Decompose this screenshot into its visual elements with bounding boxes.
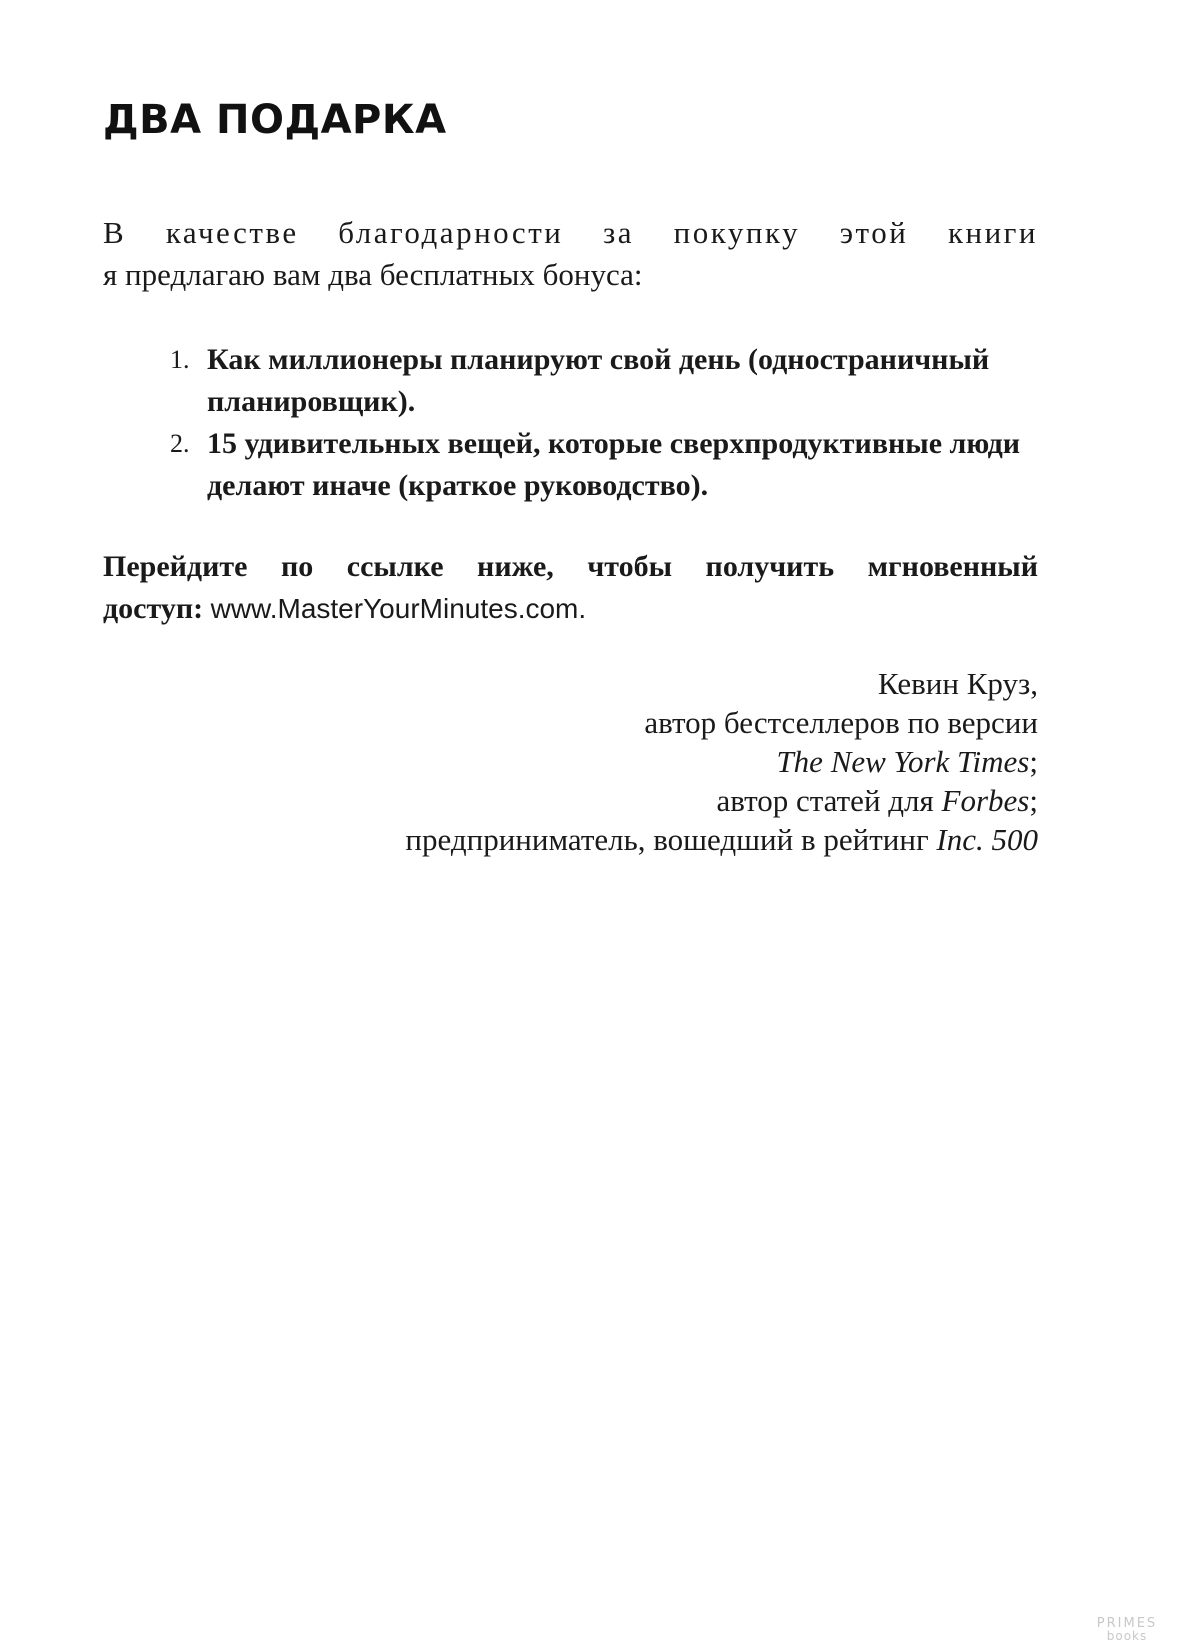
intro-line-2: я предлагаю вам два бесплатных бонуса: <box>103 257 643 292</box>
author-name: Кевин Круз, <box>877 666 1038 701</box>
forbes-suffix: ; <box>1029 783 1038 818</box>
publisher-watermark <box>1087 1617 1167 1643</box>
nyt-suffix: ; <box>1029 744 1038 779</box>
bonus-list <box>170 339 1038 507</box>
author-credential-inc <box>138 820 1038 859</box>
nyt-name: The New York Times <box>776 744 1030 779</box>
bonus-number-1: 1. <box>170 345 190 374</box>
access-line-1: Перейдите по ссылке ниже, чтобы получить мгновенный <box>103 550 1038 583</box>
author-credential-nyt <box>138 742 1038 781</box>
watermark-bottom: books <box>1106 1629 1148 1643</box>
forbes-prefix: автор статей для <box>716 783 942 818</box>
inc-prefix: предприниматель, вошедший в рейтинг <box>405 822 937 857</box>
access-label: доступ: <box>103 592 204 625</box>
author-signature <box>138 664 1038 859</box>
page-title: ДВА ПОДАРКА <box>103 97 447 143</box>
forbes-name: Forbes <box>941 783 1030 818</box>
intro-line-1: В качестве благодарности за покупку этой книги <box>103 215 1038 250</box>
bonus-number-2: 2. <box>170 429 190 458</box>
website-link[interactable]: www.MasterYourMinutes.com. <box>210 593 587 624</box>
bonus-item-1 <box>170 339 1038 423</box>
inc-name: Inc. 500 <box>936 822 1038 857</box>
author-credential-1: автор бестселлеров по версии <box>644 705 1038 740</box>
watermark-top: PRIMES <box>1096 1616 1158 1631</box>
bonus-text-1: Как миллионеры планируют свой день (одностраничный планировщик). <box>207 343 990 418</box>
bonus-item-2 <box>170 423 1038 507</box>
author-credential-forbes <box>138 781 1038 820</box>
intro-paragraph <box>103 212 1038 296</box>
access-paragraph <box>103 546 1038 630</box>
bonus-text-2: 15 удивительных вещей, которые сверхпродуктивные люди делают иначе (краткое руководство). <box>207 427 1021 502</box>
